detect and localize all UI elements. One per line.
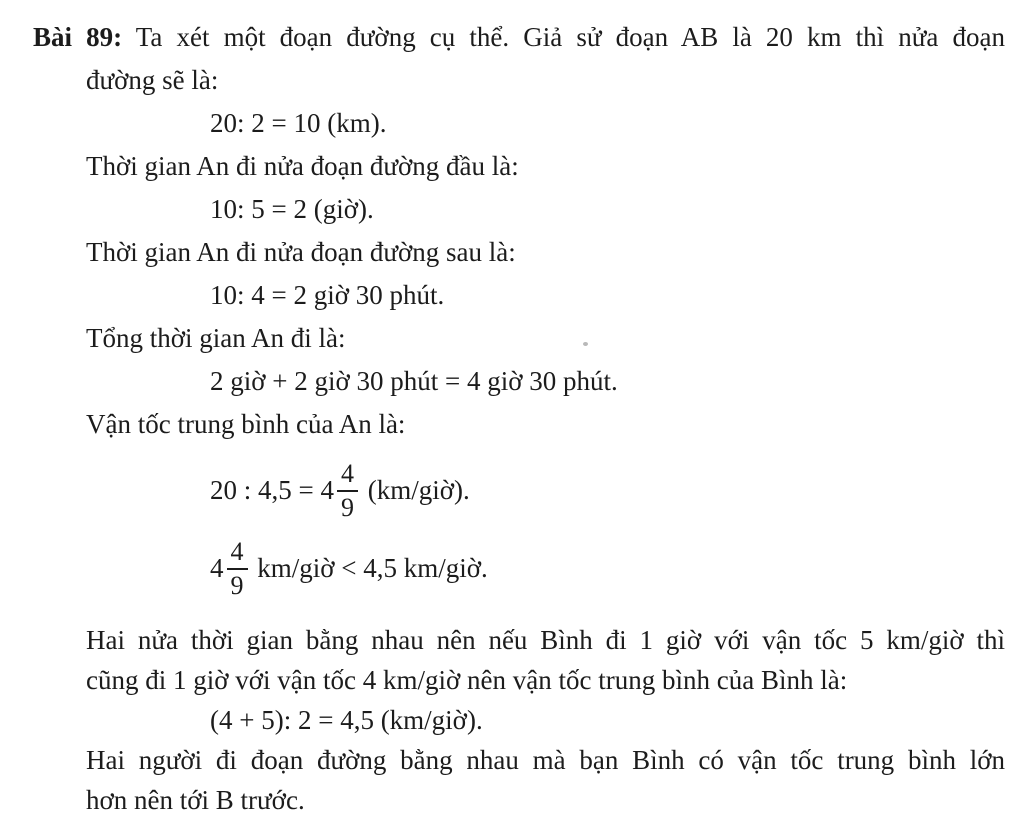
equation-suffix: (km/giờ). [367, 475, 470, 505]
equation-prefix: 20 : 4,5 = 4 [210, 475, 334, 505]
problem-text: Ta xét một đoạn đường cụ thể. Giả sử đoạn AB là 20 km thì nửa đoạn [135, 22, 1005, 52]
fraction-denominator: 9 [230, 570, 244, 600]
problem-statement-line2: đường sẽ là: [86, 65, 219, 95]
fraction-numerator: 4 [337, 461, 358, 492]
equation-average-speed-an [210, 458, 1005, 522]
comparison-text: km/giờ < 4,5 km/giờ. [257, 553, 488, 583]
exercise-label: Bài 89: [33, 22, 123, 52]
fraction-four-ninths [337, 458, 358, 522]
paragraph-time-first-half: Thời gian An đi nửa đoạn đường đầu là: [86, 151, 519, 181]
equation-time-second-half: 10: 4 = 2 giờ 30 phút. [210, 280, 445, 310]
fraction-numerator: 4 [227, 539, 248, 570]
fraction-four-ninths [227, 536, 248, 600]
problem-statement-line1 [33, 16, 1005, 59]
paragraph-total-time: Tổng thời gian An đi là: [86, 323, 346, 353]
conclusion-line2: hơn nên tới B trước. [86, 785, 305, 815]
paragraph-binh-line1: Hai nửa thời gian bằng nhau nên nếu Bình đi 1 giờ với vận tốc 5 km/giờ thì [86, 625, 1005, 655]
equation-speed-comparison [210, 536, 1005, 600]
scan-speck-artifact [583, 342, 588, 346]
fraction-denominator: 9 [340, 492, 354, 522]
paragraph-binh-line2: cũng đi 1 giờ với vận tốc 4 km/giờ nên vận tốc trung bình của Bình là: [86, 665, 848, 695]
equation-time-first-half: 10: 5 = 2 (giờ). [210, 194, 374, 224]
paragraph-time-second-half: Thời gian An đi nửa đoạn đường sau là: [86, 237, 516, 267]
equation-half-distance: 20: 2 = 10 (km). [210, 108, 387, 138]
conclusion-line1: Hai người đi đoạn đường bằng nhau mà bạn Bình có vận tốc trung bình lớn [86, 745, 1005, 775]
mixed-number-whole: 4 [210, 553, 224, 583]
equation-average-speed-binh: (4 + 5): 2 = 4,5 (km/giờ). [210, 705, 483, 735]
paragraph-average-speed-an: Vận tốc trung bình của An là: [86, 409, 406, 439]
equation-total-time: 2 giờ + 2 giờ 30 phút = 4 giờ 30 phút. [210, 366, 618, 396]
